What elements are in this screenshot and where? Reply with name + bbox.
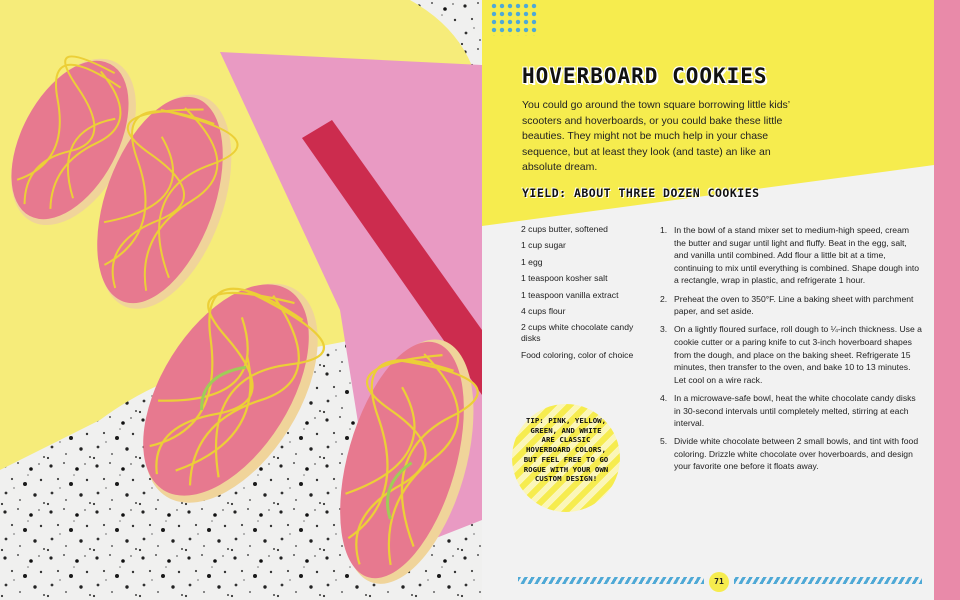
instruction-step [660, 435, 922, 473]
recipe-yield: YIELD: ABOUT THREE DOZEN COOKIES [522, 186, 760, 200]
recipe-page [482, 0, 960, 600]
step-number: 2. [660, 293, 668, 304]
step-number: 3. [660, 324, 668, 335]
page-number: 71 [709, 572, 729, 592]
instruction-step [660, 293, 922, 318]
step-text: Divide white chocolate between 2 small bowls, and tint with food coloring. Drizzle white chocolate over hoverboards, and design your favorite one before it floats away. [674, 436, 919, 472]
step-text: In the bowl of a stand mixer set to medium-high speed, cream the butter and sugar until light and fluffy. Beat in the egg, salt, and vanilla until combined. Add flour a little bit at a time, continuing to mix until everything is combined. Shape dough into a rectangle, wrap in plastic, and refrigerate 1 hour. [674, 225, 920, 286]
step-text: Preheat the oven to 350°F. Line a baking sheet with parchment paper, and set aside. [674, 293, 914, 317]
step-text: In a microwave-safe bowl, heat the white chocolate candy disks in 30-second intervals until completely melted, stirring at each interval. [674, 392, 916, 429]
step-number: 4. [660, 392, 668, 403]
ingredient-item: 1 cup sugar [521, 240, 566, 251]
step-text: On a lightly floured surface, roll dough to ¼-inch thickness. Use a cookie cutter or a paring knife to cut 3-inch hoverboard shapes from the dough, and place on the baking sheet. Refrigerate 15 minutes, then transfer to the oven, and bake 10 to 13 minutes. Let cool on a wire rack. [674, 324, 922, 385]
footer-stripe-left [518, 577, 704, 584]
ingredient-item: 2 cups butter, softened [521, 224, 608, 234]
recipe-title: HOVERBOARD COOKIES [522, 64, 768, 88]
instruction-step [660, 392, 922, 430]
instruction-step [660, 323, 922, 386]
step-number: 5. [660, 436, 668, 447]
ingredient-item: Food coloring, color of choice [521, 349, 634, 360]
ingredient-item: 4 cups flour [521, 305, 566, 316]
ingredient-item: 1 egg [521, 256, 543, 267]
step-number: 1. [660, 225, 668, 235]
recipe-intro: You could go around the town square borrowing little kids’ scooters and hoverboards, or you could bake these little beauties. They might not be much help in your chase sequence, but at least they look (and taste) an like an absolute dream. [522, 99, 790, 173]
dot-grid-decoration [490, 2, 538, 36]
page-edge-stripe [934, 0, 960, 600]
tip-badge [512, 404, 620, 512]
tip-text: TIP: PINK, YELLOW, GREEN, AND WHITE ARE CLASSIC HOVERBOARD COLORS, BUT FEEL FREE TO GO ROGUE WITH YOUR OWN CUSTOM DESIGN! [523, 416, 609, 484]
ingredient-item: 2 cups white chocolate candy disks [521, 322, 634, 344]
ingredient-item: 1 teaspoon vanilla extract [521, 289, 619, 300]
instructions-list [660, 224, 922, 479]
ingredient-item: 1 teaspoon kosher salt [521, 273, 608, 284]
footer-stripe-right [734, 577, 922, 584]
instruction-step [660, 224, 922, 287]
ingredients-list [521, 224, 645, 366]
